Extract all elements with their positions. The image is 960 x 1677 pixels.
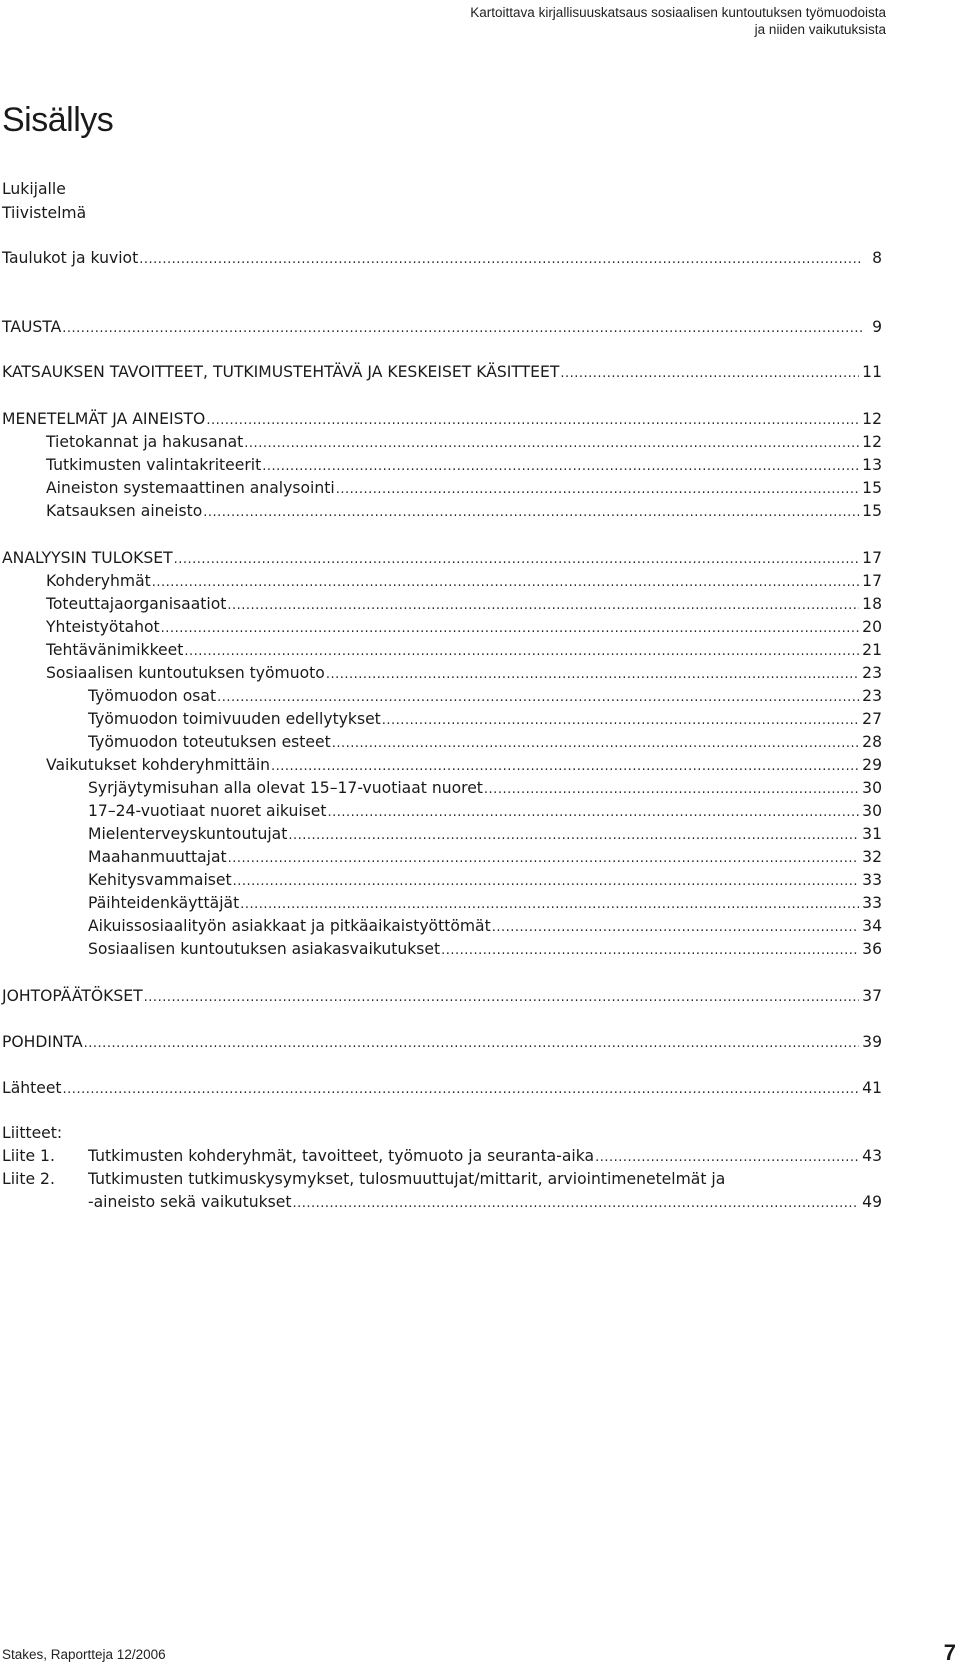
toc-entry[interactable]	[46, 593, 882, 617]
toc-entry-text: Maahanmuuttajat	[88, 848, 227, 866]
dot-leader	[161, 618, 859, 640]
toc-page-number: 30	[862, 779, 882, 797]
dot-leader	[174, 549, 860, 571]
dot-leader	[184, 641, 859, 663]
toc-page-number: 23	[862, 687, 882, 705]
toc-entry[interactable]	[88, 869, 882, 893]
toc-entry-lukijalle[interactable]	[2, 178, 66, 200]
dot-leader	[139, 249, 863, 271]
dot-leader	[326, 664, 859, 686]
footer-publication: Stakes, Raportteja 12/2006	[2, 1647, 166, 1662]
appendix-label: Liite 2.	[2, 1170, 55, 1188]
toc-page-number: 23	[862, 664, 882, 682]
dot-leader	[332, 733, 859, 755]
dot-leader	[288, 825, 859, 847]
toc-entry[interactable]	[88, 685, 882, 709]
dot-leader	[336, 479, 859, 501]
toc-entry-text: Katsauksen aineisto	[46, 502, 203, 520]
dot-leader	[240, 894, 859, 916]
toc-entry[interactable]	[88, 731, 882, 755]
toc-entry-text: Tehtävänimikkeet	[46, 641, 184, 659]
appendix-entry[interactable]	[88, 1145, 882, 1169]
dot-leader	[271, 756, 859, 778]
toc-entry-text: Kohderyhmät	[46, 572, 151, 590]
toc-entry[interactable]	[46, 754, 882, 778]
appendix-entry[interactable]	[88, 1168, 725, 1190]
dot-leader	[595, 1147, 859, 1169]
toc-entry[interactable]	[88, 823, 882, 847]
toc-page-number: 9	[872, 318, 882, 336]
toc-page-number: 11	[862, 363, 882, 381]
toc-page-number: 39	[862, 1033, 882, 1051]
toc-entry-text: -aineisto sekä vaikutukset	[88, 1193, 292, 1211]
toc-entry[interactable]	[2, 1031, 882, 1055]
toc-entry-text: POHDINTA	[2, 1033, 83, 1051]
toc-entry-text: Sosiaalisen kuntoutuksen asiakasvaikutukset	[88, 940, 441, 958]
dot-leader	[484, 779, 859, 801]
toc-page-number: 27	[862, 710, 882, 728]
toc-page-number: 12	[862, 410, 882, 428]
toc-entry-text: Päihteidenkäyttäjät	[88, 894, 240, 912]
toc-entry-text: KATSAUKSEN TAVOITTEET, TUTKIMUSTEHTÄVÄ JA KESKEISET KÄSITTEET	[2, 363, 560, 381]
toc-page-number: 43	[862, 1147, 882, 1165]
toc-page-number: 12	[862, 433, 882, 451]
toc-entry[interactable]	[88, 892, 882, 916]
toc-entry[interactable]	[46, 639, 882, 663]
toc-page-number: 13	[862, 456, 882, 474]
toc-entry[interactable]	[2, 361, 882, 385]
toc-page-number: 8	[872, 249, 882, 267]
dot-leader	[63, 1079, 860, 1101]
toc-entry-text: Toteuttajaorganisaatiot	[46, 595, 227, 613]
toc-page-number: 31	[862, 825, 882, 843]
toc-page-number: 49	[862, 1193, 882, 1211]
toc-page-number: 34	[862, 917, 882, 935]
toc-entry[interactable]	[2, 316, 882, 340]
toc-entry-text: Tutkimusten kohderyhmät, tavoitteet, työmuoto ja seuranta-aika	[88, 1147, 595, 1165]
toc-entry-text: Syrjäytymisuhan alla olevat 15–17-vuotiaat nuoret	[88, 779, 483, 797]
dot-leader	[206, 410, 859, 432]
toc-entry[interactable]	[88, 938, 882, 962]
dot-leader	[228, 848, 860, 870]
toc-page-number: 17	[862, 549, 882, 567]
toc-entry[interactable]	[46, 431, 882, 455]
dot-leader	[152, 572, 859, 594]
toc-page-number: 18	[862, 595, 882, 613]
toc-page-number: 30	[862, 802, 882, 820]
dot-leader	[492, 917, 859, 939]
toc-entry[interactable]	[2, 1077, 882, 1101]
toc-entry-text: Tutkimusten tutkimuskysymykset, tulosmuuttujat/mittarit, arviointimenetelmät ja	[88, 1170, 726, 1188]
toc-entry-text: Tietokannat ja hakusanat	[46, 433, 244, 451]
toc-page-number: 17	[862, 572, 882, 590]
dot-leader	[441, 940, 859, 962]
toc-page-number: 33	[862, 871, 882, 889]
appendix-entry-continuation[interactable]	[88, 1191, 882, 1215]
toc-page-number: 29	[862, 756, 882, 774]
dot-leader	[382, 710, 859, 732]
toc-entry-text: ANALYYSIN TULOKSET	[2, 549, 173, 567]
toc-entry-text: Vaikutukset kohderyhmittäin	[46, 756, 271, 774]
toc-entry[interactable]	[46, 616, 882, 640]
toc-entry-text: Lukijalle	[2, 180, 66, 198]
toc-page-number: 28	[862, 733, 882, 751]
toc-page-number: 15	[862, 479, 882, 497]
dot-leader	[227, 595, 859, 617]
dot-leader	[62, 318, 863, 340]
page-title: Sisällys	[2, 101, 114, 139]
toc-entry[interactable]	[46, 454, 882, 478]
toc-entry-text: TAUSTA	[2, 318, 62, 336]
toc-page-number: 20	[862, 618, 882, 636]
toc-entry[interactable]	[88, 708, 882, 732]
toc-entry[interactable]	[88, 846, 882, 870]
toc-entry-text: MENETELMÄT JA AINEISTO	[2, 410, 206, 428]
dot-leader	[233, 871, 860, 893]
dot-leader	[560, 363, 859, 385]
toc-entry[interactable]	[2, 985, 882, 1009]
toc-page-number: 32	[862, 848, 882, 866]
toc-entry[interactable]	[46, 500, 882, 524]
toc-entry-text: Kehitysvammaiset	[88, 871, 232, 889]
dot-leader	[262, 456, 859, 478]
toc-entry[interactable]	[46, 477, 882, 501]
dot-leader	[203, 502, 859, 524]
toc-entry-text: Työmuodon toteutuksen esteet	[88, 733, 331, 751]
toc-entry-text: 17–24-vuotiaat nuoret aikuiset	[88, 802, 327, 820]
running-head-line-1: Kartoittava kirjallisuuskatsaus sosiaalisen kuntoutuksen työmuodoista	[470, 5, 886, 20]
dot-leader	[292, 1193, 859, 1215]
page-number: 7	[943, 1640, 956, 1665]
appendix-label: Liite 1.	[2, 1147, 55, 1165]
toc-page-number: 36	[862, 940, 882, 958]
toc-entry-text: Työmuodon toimivuuden edellytykset	[88, 710, 381, 728]
toc-entry[interactable]	[2, 547, 882, 571]
dot-leader	[144, 987, 859, 1009]
toc-entry-text: Työmuodon osat	[88, 687, 217, 705]
toc-entry-text: Sosiaalisen kuntoutuksen työmuoto	[46, 664, 325, 682]
toc-page-number: 41	[862, 1079, 882, 1097]
toc-entry[interactable]	[2, 408, 882, 432]
toc-entry-text: Aikuissosiaalityön asiakkaat ja pitkäaikaistyöttömät	[88, 917, 491, 935]
toc-entry-text: Tiivistelmä	[2, 204, 87, 222]
running-head-line-2: ja niiden vaikutuksista	[754, 22, 886, 37]
toc-entry-text: Yhteistyötahot	[46, 618, 160, 636]
toc-entry[interactable]	[46, 570, 882, 594]
toc-entry-tiivistelma[interactable]	[2, 202, 86, 224]
toc-entry-text: JOHTOPÄÄTÖKSET	[2, 987, 143, 1005]
dot-leader	[84, 1033, 860, 1055]
toc-entry[interactable]	[88, 915, 882, 939]
toc-entry[interactable]	[2, 247, 882, 271]
toc-entry-text: Taulukot ja kuviot	[2, 249, 139, 267]
toc-page-number: 33	[862, 894, 882, 912]
toc-entry[interactable]	[88, 777, 882, 801]
toc-page-number: 15	[862, 502, 882, 520]
toc-entry-text: Aineiston systemaattinen analysointi	[46, 479, 335, 497]
dot-leader	[217, 687, 859, 709]
toc-entry[interactable]	[88, 800, 882, 824]
toc-page-number: 37	[862, 987, 882, 1005]
toc-entry-text: Tutkimusten valintakriteerit	[46, 456, 262, 474]
dot-leader	[328, 802, 860, 824]
toc-entry-text: Mielenterveyskuntoutujat	[88, 825, 288, 843]
toc-page-number: 21	[862, 641, 882, 659]
toc-entry[interactable]	[46, 662, 882, 686]
toc-entry-text: Lähteet	[2, 1079, 62, 1097]
appendices-heading: Liitteet:	[2, 1124, 63, 1142]
dot-leader	[244, 433, 859, 455]
